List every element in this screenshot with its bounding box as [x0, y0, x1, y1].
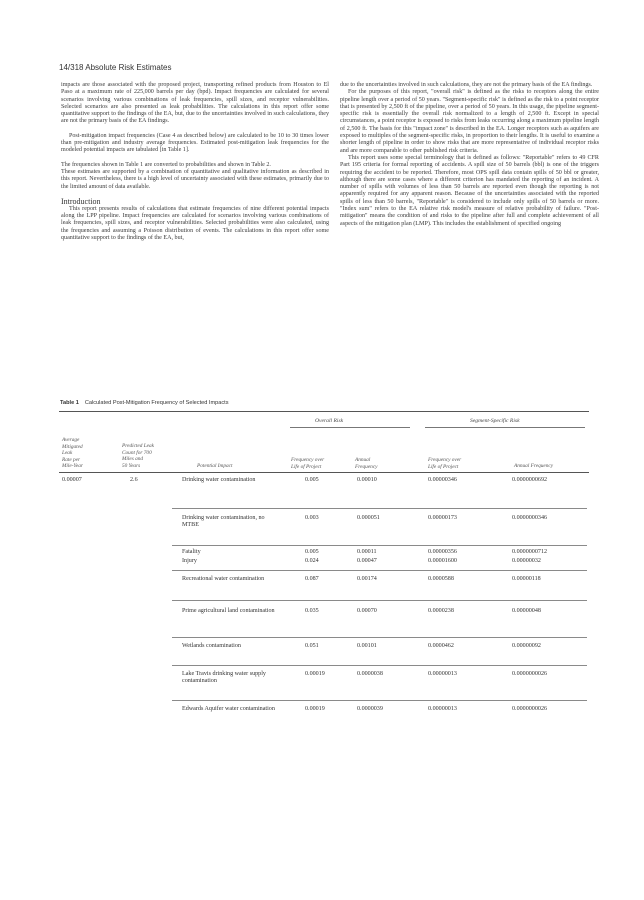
table-cell-seg-annual: 0.0000000712 — [512, 549, 548, 555]
table-cell-annual: 0.00101 — [357, 643, 377, 649]
table-cell-annual: 0.000051 — [357, 515, 380, 521]
paragraph: The frequencies shown in Table 1 are converted to probabilities and shown in Table 2. — [61, 161, 271, 168]
table-cell-seg-life: 0.0000238 — [428, 608, 454, 614]
table-cell-freq-life: 0.024 — [305, 558, 319, 564]
table-cell-impact: Wetlands contamination — [182, 643, 241, 649]
row-rule — [172, 545, 587, 546]
paragraph: due to the uncertainties involved in such calculations, they are not the primary basis of the EA findings. — [340, 82, 593, 88]
table-cell-seg-life: 0.00000356 — [428, 549, 457, 555]
row-rule — [172, 570, 587, 571]
table-cell-freq-life: 0.005 — [305, 477, 319, 483]
table-cell-annual: 0.00010 — [357, 477, 377, 483]
group-header-overall: Overall Risk — [315, 418, 344, 424]
table-cell-seg-annual: 0.0000000346 — [512, 515, 548, 521]
row-rule — [172, 600, 587, 601]
table-cell-impact: Recreational water contamination — [182, 576, 265, 582]
row-rule — [172, 665, 587, 666]
header-frequency-life: Frequency over Life of Project — [291, 457, 325, 470]
group-rule-overall — [290, 427, 410, 428]
table-cell-impact: Drinking water contamination, no MTBE — [182, 515, 265, 529]
table-cell-annual: 0.00047 — [357, 558, 377, 564]
table-cell-seg-life: 0.0000588 — [428, 576, 454, 582]
left-text-column — [61, 82, 329, 242]
table-cell-freq-life: 0.00019 — [305, 671, 325, 677]
table-cell-freq-life: 0.00019 — [305, 706, 325, 712]
table-cell-annual: 0.0000038 — [357, 671, 383, 677]
table-cell-impact: Prime agricultural land contamination — [182, 608, 275, 614]
section-heading: Introduction — [61, 196, 101, 206]
table-cell-seg-annual: 0.00000032 — [512, 558, 541, 564]
table-label: Table 1 — [60, 400, 79, 406]
group-header-segment: Segment-Specific Risk — [470, 418, 520, 424]
table-cell-annual: 0.0000039 — [357, 706, 383, 712]
right-text-column — [340, 82, 599, 228]
header-predicted-leak: Predicted Leak Count for 700 Miles and 50 Years — [122, 443, 155, 469]
row-rule — [172, 700, 587, 701]
table-cell-seg-annual: 0.00000092 — [512, 643, 541, 649]
table-cell-annual: 0.00174 — [357, 576, 377, 582]
paragraph: This report uses some special terminology that is defined as follows: "Reportable" refers to 49 CFR Part 195 criteria for formal reporting of accidents. A spill size of 50 barrels (bbl) is one of the triggers requiring the accident to be reported. Therefore, most OPS spill data contain spills of 50 bbl or greater, although there are some cases where a different criterion has mandated the reporting of an incident. A number of spills with volumes of less than 50 barrels are reported even though the reporting is not apparently required for any apparent reason. Because of the uncertainties associated with the reported spills of less than 50 barrels, "Reportable" is considered to include only spills of 50 barrels or more. "Index sum" refers to the EA relative risk model's measure of relative probability of failure. "Post-mitigation" means the condition of and risks to the pipeline after full and complete achievement of all aspects of the mitigation plan (LMP). This includes the establishment of specified ongoing — [340, 154, 599, 227]
predicted-count-value: 2.6 — [130, 477, 138, 483]
header-annual-frequency: Annual Frequency — [355, 457, 378, 470]
table-cell-seg-annual: 0.00000118 — [512, 576, 541, 582]
row-rule — [172, 508, 587, 509]
table-header-rule — [59, 472, 589, 473]
table-cell-seg-life: 0.0000462 — [428, 643, 454, 649]
table-cell-seg-life: 0.00000013 — [428, 706, 457, 712]
table-cell-impact: Lake Travis drinking water supply contamination — [182, 671, 266, 685]
group-rule-segment — [425, 427, 585, 428]
table-cell-freq-life: 0.005 — [305, 549, 319, 555]
table-cell-annual: 0.00070 — [357, 608, 377, 614]
table-cell-annual: 0.00011 — [357, 549, 377, 555]
table-cell-impact: Drinking water contamination — [182, 477, 256, 483]
table-cell-freq-life: 0.035 — [305, 608, 319, 614]
table-cell-seg-annual: 0.0000000692 — [512, 477, 548, 483]
header-segment-annual-frequency: Annual Frequency — [514, 463, 554, 469]
row-rule — [172, 637, 587, 638]
table-cell-impact: Fatality — [182, 549, 201, 555]
avg-rate-value: 0.00007 — [62, 477, 82, 483]
paragraph: This report presents results of calculations that estimate frequencies of nine different potential impacts along the LPP pipeline. Impact frequencies are calculated for scenarios involving various combinations of leak frequencies, spill sizes, and receptor vulnerabilities. Selected probabilities were also calculated, using the frequencies and assuming a Poisson distribution of events. The calculations in this report offer some quantitative support to the findings of the EA, but, — [61, 205, 329, 242]
table-cell-seg-life: 0.00001600 — [428, 558, 457, 564]
table-cell-impact: Edwards Aquifer water contamination — [182, 706, 275, 712]
table-caption — [60, 400, 229, 406]
paragraph: Post-mitigation impact frequencies (Case 4 as described below) are calculated to be 10 to 30 times lower than pre-mitigation and industry average frequencies. Estimated post-mitigation leak frequencies for the modeled potential impacts are tabulated [in Table 1]. — [61, 132, 329, 154]
header-segment-frequency-life: Frequency over Life of Project — [428, 457, 462, 470]
table-cell-seg-annual: 0.0000000026 — [512, 671, 548, 677]
table-cell-freq-life: 0.051 — [305, 643, 319, 649]
header-avg-rate: Average Mitigated Leak Rate per Mile-Year — [62, 437, 83, 469]
table-cell-seg-annual: 0.0000000026 — [512, 706, 548, 712]
table-cell-impact: Injury — [182, 558, 197, 564]
paragraph: impacts are those associated with the proposed project, transporting refined products from Houston to El Paso at a maximum rate of 225,000 barrels per day (bpd). Impact frequencies are calculated for several scenarios involving various combinations of leak frequencies, spill sizes, and receptor vulnerabilities. Selected scenarios are also presented as leak probabilities. The calculations in this report offer some quantitative support to the findings of the EA, but, due to the uncertainties involved in such calculations, they are not the primary basis of the EA findings. — [61, 82, 329, 125]
table-cell-seg-life: 0.00000013 — [428, 671, 457, 677]
paragraph: These estimates are supported by a combination of quantitative and qualitative information as described in this report. Nevertheless, there is a high level of uncertainty associated with these estimates, primarily due to the limited amount of data available. — [61, 168, 329, 190]
paragraph: For the purposes of this report, "overall risk" is defined as the risks to receptors along the entire pipeline length over a period of 50 years. "Segment-specific risk" is defined as the risk to a point receptor that is presented by 2,500 ft of the pipeline, over a period of 50 years. In this usage, the pipeline segment-specific risk is essentially the overall risk normalized to a length of 2,500 ft. Except in special circumstances, a point receptor is exposed to risks from leaks occurring along a maximum pipeline length of 2,500 ft. The basis for this "impact zone" is described in the EA. Longer receptors such as aquifers are exposed to multiples of the segment-specific risks, in proportion to their lengths. It is useful to examine a shorter length of pipeline in order to show risks that are more representative of individual receptor risks and are more comparable to other published risk criteria. — [340, 89, 599, 154]
table-cell-seg-annual: 0.00000048 — [512, 608, 541, 614]
table-top-rule — [59, 411, 589, 412]
table-cell-seg-life: 0.00000173 — [428, 515, 457, 521]
table-cell-seg-life: 0.00000346 — [428, 477, 457, 483]
page-header: 14/318 Absolute Risk Estimates — [59, 63, 172, 72]
table-cell-freq-life: 0.003 — [305, 515, 319, 521]
table-title: Calculated Post-Mitigation Frequency of Selected Impacts — [84, 400, 229, 406]
header-potential-impact: Potential Impact — [197, 463, 233, 469]
table-cell-freq-life: 0.087 — [305, 576, 319, 582]
